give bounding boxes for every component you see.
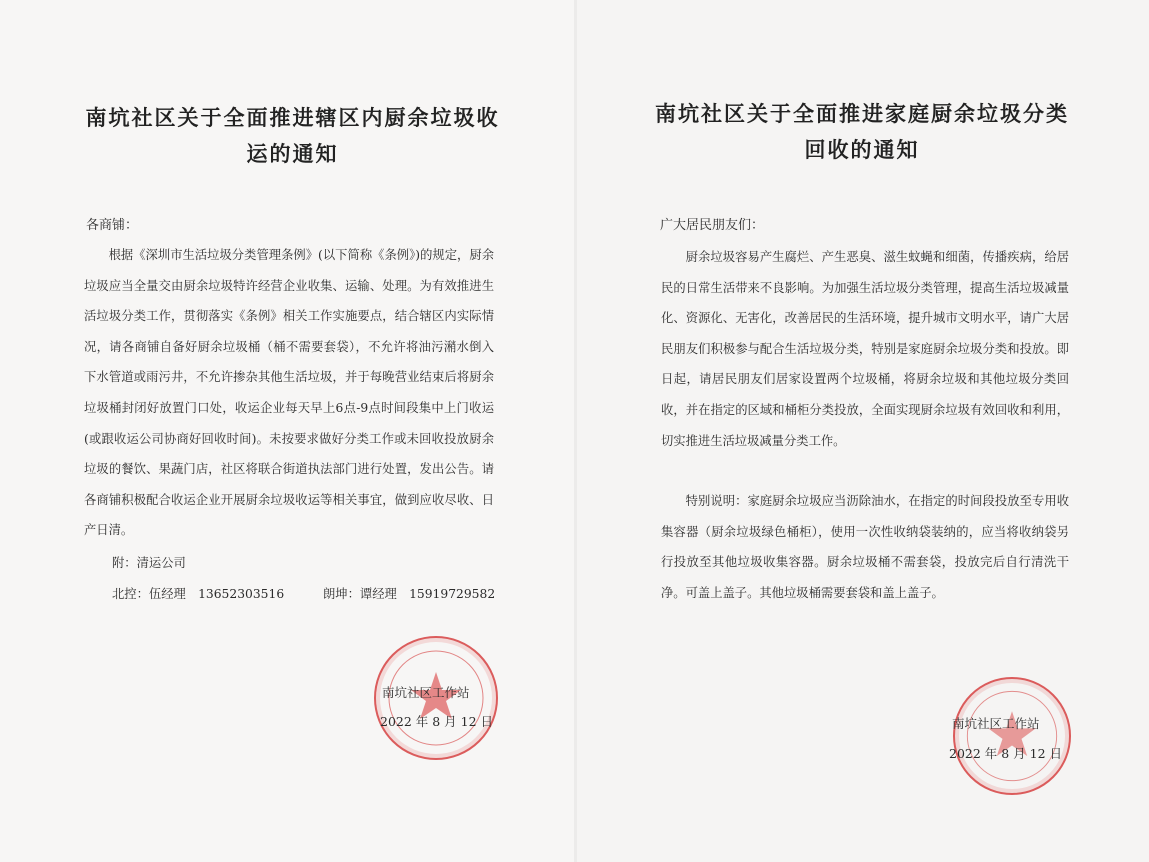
left-notice-title bbox=[60, 100, 525, 172]
right-title-line2: 回收的通知 bbox=[804, 137, 920, 162]
left-notice-page bbox=[0, 0, 574, 862]
left-issuer-org: 南坑社区工作站 bbox=[382, 685, 470, 700]
left-body-paragraph: 根据《深圳市生活垃圾分类管理条例》(以下简称《条例》)的规定，厨余垃圾应当全量交由厨余垃圾特许经营企业收集、运输、处理。为有效推进生活垃圾分类工作，贯彻落实《条例》相关工作实施要点，结合辖区内实际情况，请各商铺自备好厨余垃圾桶（桶不需要套袋），不允许将油污潲水倒入下水管道或雨污井，不允许掺杂其他生活垃圾，并于每晚营业结束后将厨余垃圾桶封闭好放置门口处，收运企业每天早上6点-9点时间段集中上门收运(或跟收运公司协商好回收时间)。未按要求做好分类工作或未回收投放厨余垃圾的餐饮、果蔬门店，社区将联合街道执法部门进行处置，发出公告。请各商铺积极配合收运企业开展厨余垃圾收运等相关事宜，做到应收尽收、日产日清。 bbox=[84, 248, 494, 538]
left-title-line1: 南坑社区关于全面推进辖区内厨余垃圾收 bbox=[85, 105, 500, 130]
left-contact-beikong: 北控：伍经理 13652303516 bbox=[112, 587, 285, 601]
right-notice-page bbox=[577, 0, 1149, 862]
right-official-seal bbox=[953, 677, 1071, 795]
left-salutation: 各商铺： bbox=[86, 218, 139, 233]
left-title-line2: 运的通知 bbox=[246, 141, 339, 166]
right-issue-date: 2022 年 8 月 12 日 bbox=[949, 746, 1063, 761]
right-salutation: 广大居民朋友们： bbox=[660, 218, 765, 233]
seal-star-icon bbox=[955, 679, 1069, 793]
right-notice-title bbox=[652, 96, 1072, 168]
right-body-paragraph-2: 特别说明：家庭厨余垃圾应当沥除油水，在指定的时间段投放至专用收集容器（厨余垃圾绿色桶柜），使用一次性收纳袋装纳的，应当将收纳袋另行投放至其他垃圾收集容器。厨余垃圾桶不需套袋，投放完后自行清洗干净。可盖上盖子。其他垃圾桶需要套袋和盖上盖子。 bbox=[661, 494, 1069, 600]
right-title-line1: 南坑社区关于全面推进家庭厨余垃圾分类 bbox=[655, 101, 1069, 126]
right-body-paragraph-1: 厨余垃圾容易产生腐烂、产生恶臭、滋生蚊蝇和细菌，传播疾病，给居民的日常生活带来不良影响。为加强生活垃圾分类管理，提高生活垃圾减量化、资源化、无害化，改善居民的生活环境，提升城市文明水平，请广大居民朋友们积极参与配合生活垃圾分类，特别是家庭厨余垃圾分类和投放。即日起，请居民朋友们居家设置两个垃圾桶，将厨余垃圾和其他垃圾分类回收，并在指定的区域和桶柜分类投放，全面实现厨余垃圾有效回收和利用，切实推进生活垃圾减量分类工作。 bbox=[661, 250, 1069, 448]
left-issue-date: 2022 年 8 月 12 日 bbox=[380, 714, 494, 729]
left-attachment-label: 附：清运公司 bbox=[112, 556, 186, 570]
left-contact-langkun: 朗坤：谭经理 15919729582 bbox=[323, 587, 496, 601]
right-issuer-org: 南坑社区工作站 bbox=[952, 716, 1040, 731]
